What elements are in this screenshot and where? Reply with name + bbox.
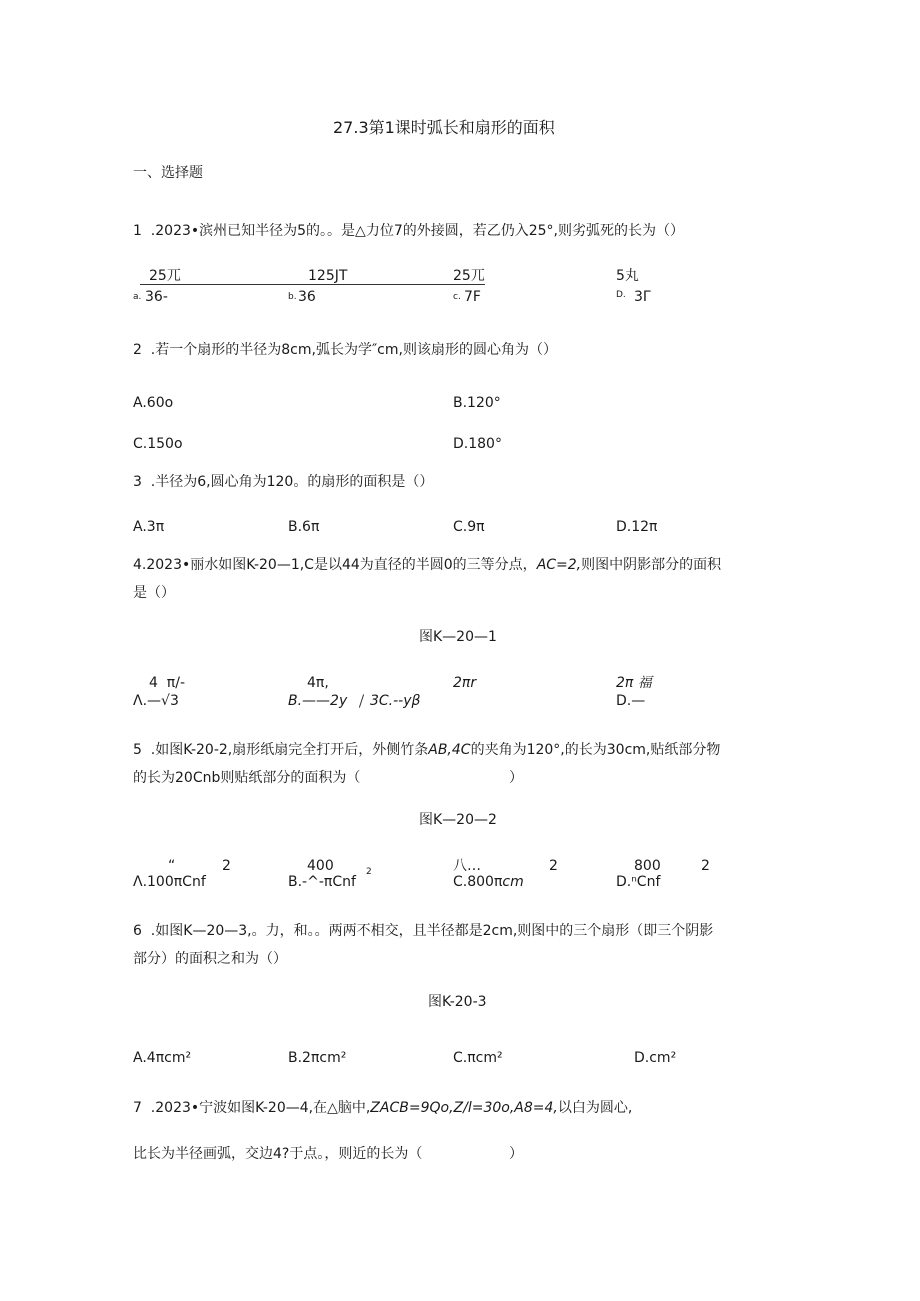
q1-opt-b: 36 [298,289,316,305]
q6-option-b: B.2πcm² [288,1050,347,1066]
q1-fraction-rule [140,284,485,285]
q5-option-a: Λ.100πCnf [133,874,206,890]
q5-option-c: C.800πcm [453,874,524,890]
q5-top-4: 2 [366,867,372,877]
page-title: 27.3第1课时弧长和扇形的面积 [333,118,555,137]
question-5-line-2-start: 的长为20Cnb则贴纸部分的面积为（ [133,770,361,786]
q5-top-1: “ [168,858,176,874]
q5-top-3: 400 [307,858,334,874]
q5-top-2: 2 [222,858,231,874]
q4-option-d: D.— [616,693,646,709]
q4-option-b: B.——2y [288,693,348,709]
figure-caption-k20-3: 图K-20-3 [428,994,487,1010]
q4-top-d: 2π 福 [616,675,652,691]
question-5-line-2-end: ） [509,770,523,786]
question-6-line-1: 6 .如图K—20—3,。力，和。。两两不相交，且半径都是2cm,则图中的三个扇形（即三个阴影 [133,923,714,939]
q6-option-a: A.4πcm² [133,1050,192,1066]
question-4-line-2: 是（） [133,585,175,601]
q5-top-8: 2 [701,858,710,874]
q2-option-c: C.150o [133,436,183,452]
section-heading: 一、选择题 [133,165,203,181]
q1-frac-d-top: 5丸 [616,268,639,284]
figure-caption-k20-2: 图K—20—2 [419,812,497,828]
q2-option-b: B.120° [453,395,501,411]
q1-opt-a: 36- [145,289,168,305]
q6-option-c: C.πcm² [453,1050,503,1066]
q1-frac-a-top: 25兀 [149,268,181,284]
q1-opt-c-mark: c. [453,292,461,302]
q4-top-c: 2πr [453,675,477,691]
q1-opt-b-mark: b. [288,292,297,302]
q3-option-b: B.6π [288,519,320,535]
q4-top-a: 4 π/- [149,675,186,691]
q5-top-7: 800 [634,858,661,874]
question-7-line-1: 7 .2023•宁波如图K-20—4,在△脑中,ZACB=9Qo,Z/l=30o,A8=4,以白为圆心, [133,1100,633,1116]
figure-caption-k20-1: 图K—20—1 [419,629,497,645]
q4-top-b: 4π, [307,675,329,691]
q2-option-a: A.60o [133,395,174,411]
q5-top-6: 2 [549,858,558,874]
question-1: 1 .2023•滨州已知半径为5的。。是△力位7的外接圆，若乙仍入25°,则劣弧死的长为（） [133,223,684,239]
question-2: 2 .若一个扇形的半径为8cm,弧长为学″cm,则该扇形的圆心角为（） [133,342,557,358]
question-7-line-2-end: ） [509,1146,523,1162]
q6-option-d: D.cm² [634,1050,677,1066]
question-7-line-2-start: 比长为半径画弧，交边4?于点。，则近的长为（ [133,1146,423,1162]
q1-opt-d-mark: D. [616,290,626,300]
q3-option-a: A.3π [133,519,165,535]
q4-slash [359,694,364,708]
q1-opt-c: 7F [464,289,481,305]
question-5-line-1: 5 .如图K-20-2,扇形纸扇完全打开后，外侧竹条AB,4C的夹角为120°,的长为30cm,贴纸部分物 [133,742,721,758]
q1-frac-b-top: 125JT [308,268,348,284]
q1-opt-d: 3Г [634,289,652,305]
q3-option-c: C.9π [453,519,485,535]
q5-option-b: B.-^-πCnf [288,874,356,890]
q4-option-a: Λ.—√3 [133,693,179,709]
q5-top-5: 八… [453,858,481,874]
question-3: 3 .半径为6,圆心角为120。的扇形的面积是（） [133,474,434,490]
question-4-line-1: 4.2023•丽水如图K-20—1,C是以44为直径的半圆0的三等分点，AC=2,则图中阴影部分的面积 [133,557,722,573]
q2-option-d: D.180° [453,436,502,452]
q3-option-d: D.12π [616,519,658,535]
q1-opt-a-mark: a. [133,292,142,302]
question-6-line-2: 部分）的面积之和为（） [133,951,287,967]
q5-option-d: D.ⁿCnf [616,874,661,890]
q4-option-c: 3C.--yβ [370,693,421,709]
q1-frac-c-top: 25兀 [453,268,485,284]
